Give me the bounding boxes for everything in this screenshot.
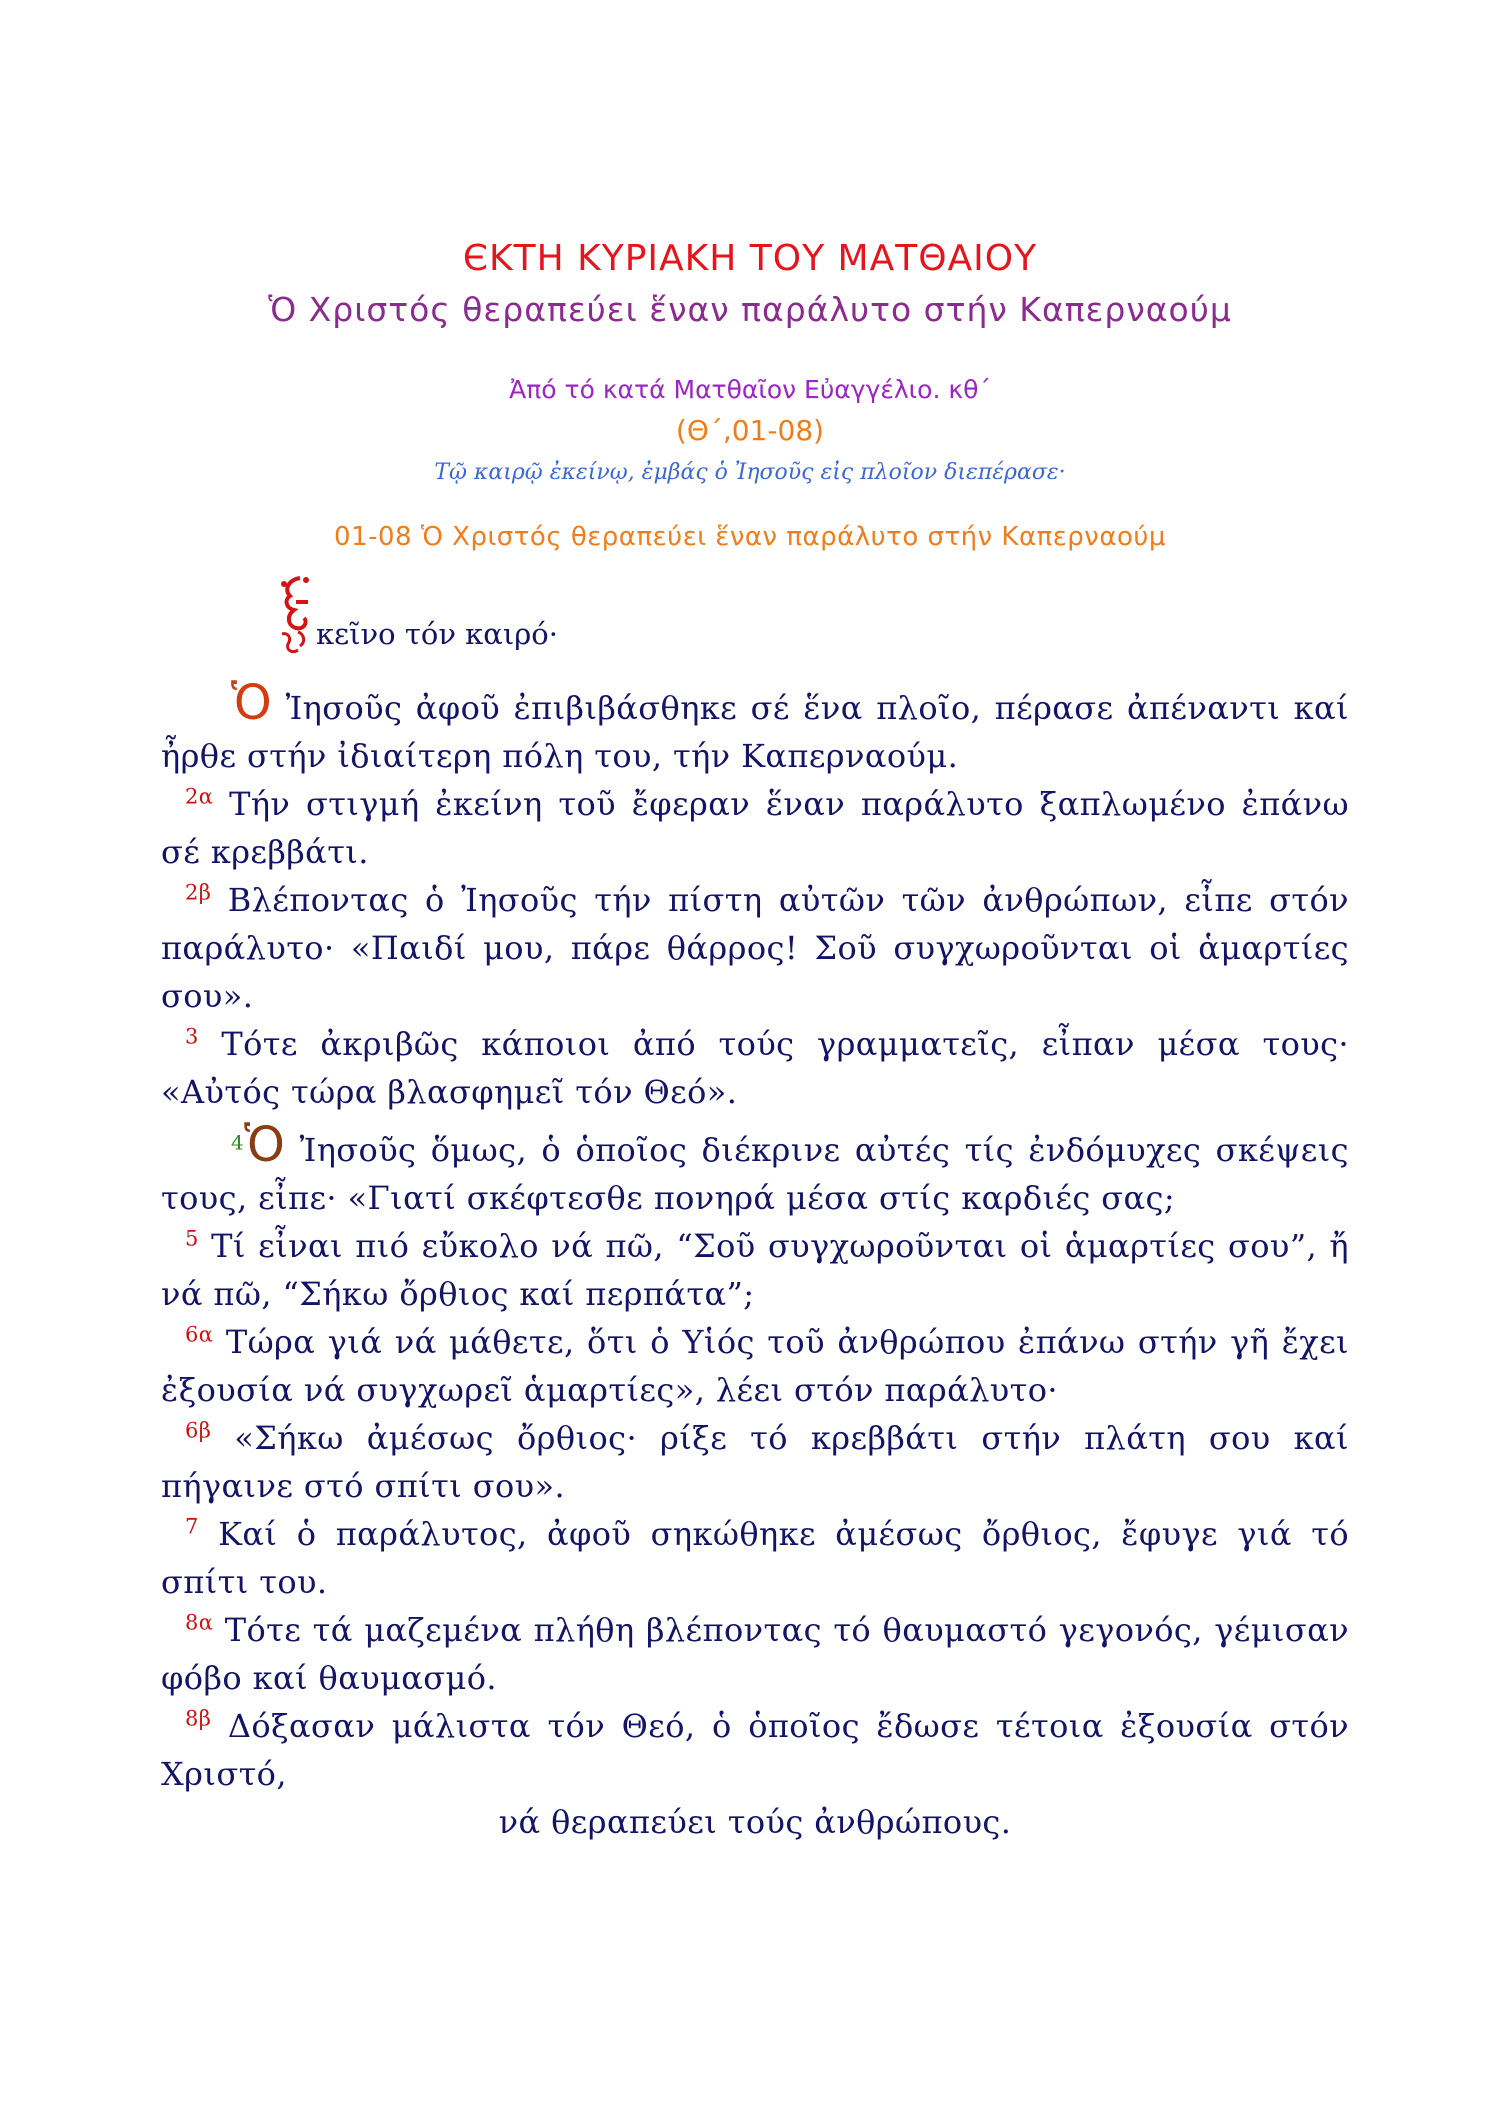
- verse-7: [161, 1510, 1349, 1606]
- verse-text: Τήν στιγμή ἐκείνη τοῦ ἔφεραν ἕναν παράλυτο ξαπλωμένο ἐπάνω σέ κρεββάτι.: [161, 785, 1349, 871]
- page-title: ЄΚΤΗ ΚΥΡΙΑΚΗ ΤΟΥ ΜΑΤΘΑΙΟΥ: [462, 238, 1038, 279]
- verse-text: Τί εἶναι πιό εὔκολο νά πῶ, “Σοῦ συγχωροῦνται οἱ ἁμαρτίες σου”, ἤ νά πῶ, “Σήκω ὄρθιος καί περπάτα”;: [161, 1227, 1349, 1313]
- closing-line: νά θεραπεύει τούς ἀνθρώπους.: [498, 1803, 1012, 1841]
- verse-5: [161, 1222, 1349, 1318]
- verse-text: Δόξασαν μάλιστα τόν Θεό, ὁ ὁποῖος ἔδωσε τέτοια ἐξουσία στόν Χριστό,: [161, 1707, 1349, 1793]
- ornamental-initial-epsilon-icon: [278, 572, 312, 656]
- verse-text: Ἰησοῦς ὅμως, ὁ ὁποῖος διέκρινε αὐτές τίς ἐνδόμυχες σκέψεις τους, εἶπε· «Γιατί σκέφτεσθε πονηρά μέσα στίς καρδιές σας;: [161, 1131, 1349, 1217]
- verse-3: [161, 1020, 1349, 1116]
- verses-block-1: [161, 675, 1349, 1116]
- verse-text: «Σήκω ἀμέσως ὄρθιος· ρίξε τό κρεββάτι στήν πλάτη σου καί πήγαινε στό σπίτι σου».: [161, 1419, 1349, 1505]
- drop-cap: Ὁ: [244, 1117, 286, 1173]
- verse-text: Καί ὁ παράλυτος, ἀφοῦ σηκώθηκε ἀμέσως ὄρθιος, ἔφυγε γιά τό σπίτι του.: [161, 1515, 1349, 1601]
- verse-2b: [161, 876, 1349, 1020]
- verse-number: 2β: [185, 880, 212, 905]
- verse-number: 6β: [185, 1418, 212, 1443]
- verse-2a: [161, 780, 1349, 876]
- verse-text: Βλέποντας ὁ Ἰησοῦς τήν πίστη αὐτῶν τῶν ἀνθρώπων, εἶπε στόν παράλυτο· «Παιδί μου, πάρε θάρρος! Σοῦ συγχωροῦνται οἱ ἁμαρτίες σου».: [161, 881, 1349, 1015]
- gospel-source: Ἀπό τό κατά Ματθαῖον Εὐαγγέλιο. κθ΄: [509, 375, 991, 404]
- verse-number: 8β: [185, 1706, 212, 1731]
- drop-cap: Ὁ: [231, 675, 273, 731]
- verse-number: 4: [231, 1130, 245, 1155]
- verse-number: 6α: [185, 1322, 214, 1347]
- opening-line: κεῖνο τόν καιρό·: [316, 617, 558, 651]
- verse-text: Τότε τά μαζεμένα πλήθη βλέποντας τό θαυμαστό γεγονός, γέμισαν φόβο καί θαυμασμό.: [161, 1611, 1349, 1697]
- verses-block-2: [161, 1117, 1349, 1846]
- verse-text: Ἰησοῦς ἀφοῦ ἐπιβιβάσθηκε σέ ἕνα πλοῖο, πέρασε ἀπέναντι καί ἦρθε στήν ἰδιαίτερη πόλη του, τήν Καπερναούμ.: [161, 689, 1349, 775]
- verse-number: 3: [185, 1024, 199, 1049]
- liturgical-incipit: Τῷ καιρῷ ἐκείνῳ, ἐμβάς ὁ Ἰησοῦς εἰς πλοῖον διεπέρασε·: [434, 460, 1066, 485]
- verse-number: 8α: [185, 1610, 214, 1635]
- verse-8a: [161, 1606, 1349, 1702]
- verse-number: 5: [185, 1226, 199, 1251]
- verse-4: [161, 1117, 1349, 1222]
- verse-8b: [161, 1702, 1349, 1798]
- verse-number: 7: [185, 1514, 199, 1539]
- page-subtitle: Ὁ Χριστός θεραπεύει ἕναν παράλυτο στήν Καπερναούμ: [268, 290, 1232, 329]
- chapter-reference: (Θ΄,01-08): [675, 414, 825, 447]
- verse-1: [161, 675, 1349, 780]
- verse-text: Τώρα γιά νά μάθετε, ὅτι ὁ Υἱός τοῦ ἀνθρώπου ἐπάνω στήν γῆ ἔχει ἐξουσία νά συγχωρεῖ ἁμαρτίες», λέει στόν παράλυτο·: [161, 1323, 1349, 1409]
- verse-6b: [161, 1414, 1349, 1510]
- verse-number: 2α: [185, 784, 214, 809]
- section-heading: 01-08 Ὁ Χριστός θεραπεύει ἕναν παράλυτο στήν Καπερναούμ: [334, 522, 1166, 552]
- verse-text: Τότε ἀκριβῶς κάποιοι ἀπό τούς γραμματεῖς, εἶπαν μέσα τους· «Αὐτός τώρα βλασφημεῖ τόν Θεό».: [161, 1025, 1349, 1111]
- verse-6a: [161, 1318, 1349, 1414]
